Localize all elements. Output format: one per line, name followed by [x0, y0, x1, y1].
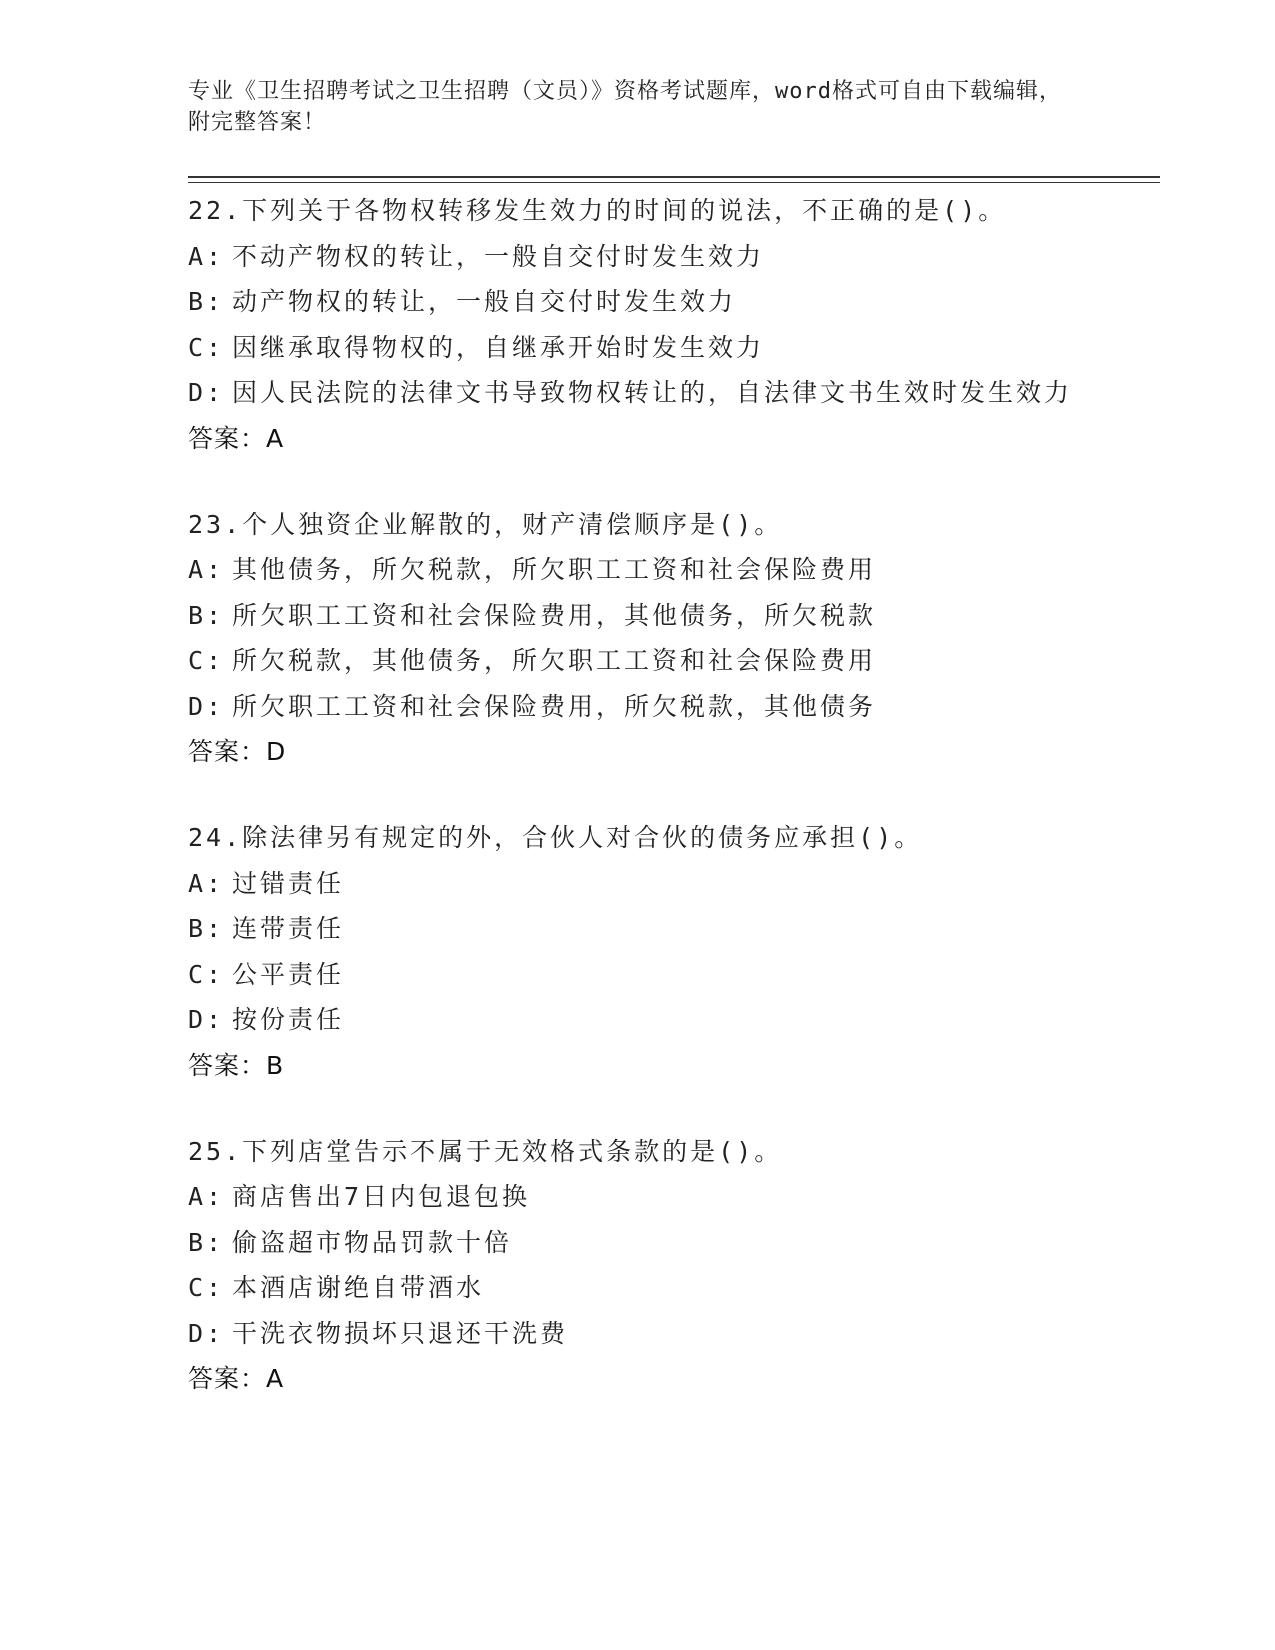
option-text: 所欠税款，其他债务，所欠职工工资和社会保险费用 — [232, 646, 877, 675]
option-letter: C: — [188, 646, 225, 675]
answer-label: 答案： — [188, 1364, 267, 1393]
option-c — [188, 952, 1088, 998]
option-a — [188, 861, 1088, 907]
option-d — [188, 1311, 1088, 1357]
question-25 — [188, 1129, 1088, 1403]
option-text: 所欠职工工资和社会保险费用，所欠税款，其他债务 — [232, 691, 877, 721]
option-a — [188, 547, 1088, 593]
option-letter: C: — [188, 332, 225, 362]
option-text: 所欠职工工资和社会保险费用，其他债务，所欠税款 — [232, 600, 877, 630]
option-b — [188, 1220, 1088, 1266]
option-b — [188, 906, 1088, 952]
option-letter: A: — [188, 241, 225, 271]
option-d — [188, 370, 1088, 416]
option-text: 干洗衣物损坏只退还干洗费 — [232, 1318, 569, 1348]
option-text: 动产物权的转让，一般自交付时发生效力 — [232, 287, 737, 316]
header-divider — [188, 176, 1160, 178]
option-letter: B: — [188, 287, 225, 316]
answer-label: 答案： — [188, 1050, 267, 1080]
answer-value: B — [266, 1050, 285, 1080]
option-letter: C: — [188, 959, 225, 989]
option-text: 按份责任 — [232, 1005, 345, 1034]
option-letter: A: — [188, 555, 225, 584]
option-b — [188, 279, 1088, 325]
option-letter: D: — [188, 1318, 225, 1348]
option-c — [188, 325, 1088, 371]
answer-line — [188, 416, 1088, 462]
option-text: 商店售出7日内包退包换 — [232, 1182, 531, 1211]
option-letter: A: — [188, 1182, 225, 1211]
question-23 — [188, 502, 1088, 776]
option-text: 因继承取得物权的，自继承开始时发生效力 — [232, 332, 765, 362]
answer-value: A — [266, 423, 285, 453]
option-text: 其他债务，所欠税款，所欠职工工资和社会保险费用 — [232, 555, 877, 584]
question-list — [188, 188, 1088, 1442]
option-letter: D: — [188, 378, 225, 407]
option-letter: B: — [188, 1227, 225, 1257]
option-c — [188, 638, 1088, 684]
question-stem: 23.个人独资企业解散的，财产清偿顺序是()。 — [188, 509, 783, 539]
answer-value: D — [266, 737, 287, 766]
question-stem: 24.除法律另有规定的外，合伙人对合伙的债务应承担()。 — [188, 823, 923, 852]
option-b — [188, 593, 1088, 639]
question-24 — [188, 815, 1088, 1089]
option-d — [188, 997, 1088, 1043]
option-text: 连带责任 — [232, 914, 345, 943]
option-letter: A: — [188, 868, 225, 898]
option-letter: B: — [188, 600, 225, 630]
answer-label: 答案： — [188, 737, 267, 766]
answer-label: 答案： — [188, 423, 267, 453]
option-text: 偷盗超市物品罚款十倍 — [232, 1227, 513, 1257]
question-stem: 25.下列店堂告示不属于无效格式条款的是()。 — [188, 1136, 783, 1166]
answer-line — [188, 1356, 1088, 1402]
answer-line — [188, 1043, 1088, 1089]
answer-value: A — [266, 1364, 285, 1393]
question-22 — [188, 188, 1088, 462]
header-divider-thin — [188, 182, 1160, 183]
document-intro: 专业《卫生招聘考试之卫生招聘（文员）》资格考试题库，word格式可自由下载编辑，附完整答案！ — [188, 79, 1062, 135]
option-a — [188, 1174, 1088, 1220]
option-text: 因人民法院的法律文书导致物权转让的，自法律文书生效时发生效力 — [232, 378, 1073, 407]
option-letter: B: — [188, 914, 225, 943]
option-text: 本酒店谢绝自带酒水 — [232, 1273, 485, 1302]
option-letter: C: — [188, 1273, 225, 1302]
option-a — [188, 234, 1088, 280]
option-text: 过错责任 — [232, 868, 345, 898]
question-stem: 22.下列关于各物权转移发生效力的时间的说法，不正确的是()。 — [188, 196, 1007, 225]
option-d — [188, 684, 1088, 730]
option-text: 不动产物权的转让，一般自交付时发生效力 — [232, 241, 765, 271]
answer-line — [188, 729, 1088, 775]
option-letter: D: — [188, 1005, 225, 1034]
option-letter: D: — [188, 691, 225, 721]
option-c — [188, 1265, 1088, 1311]
option-text: 公平责任 — [232, 959, 345, 989]
